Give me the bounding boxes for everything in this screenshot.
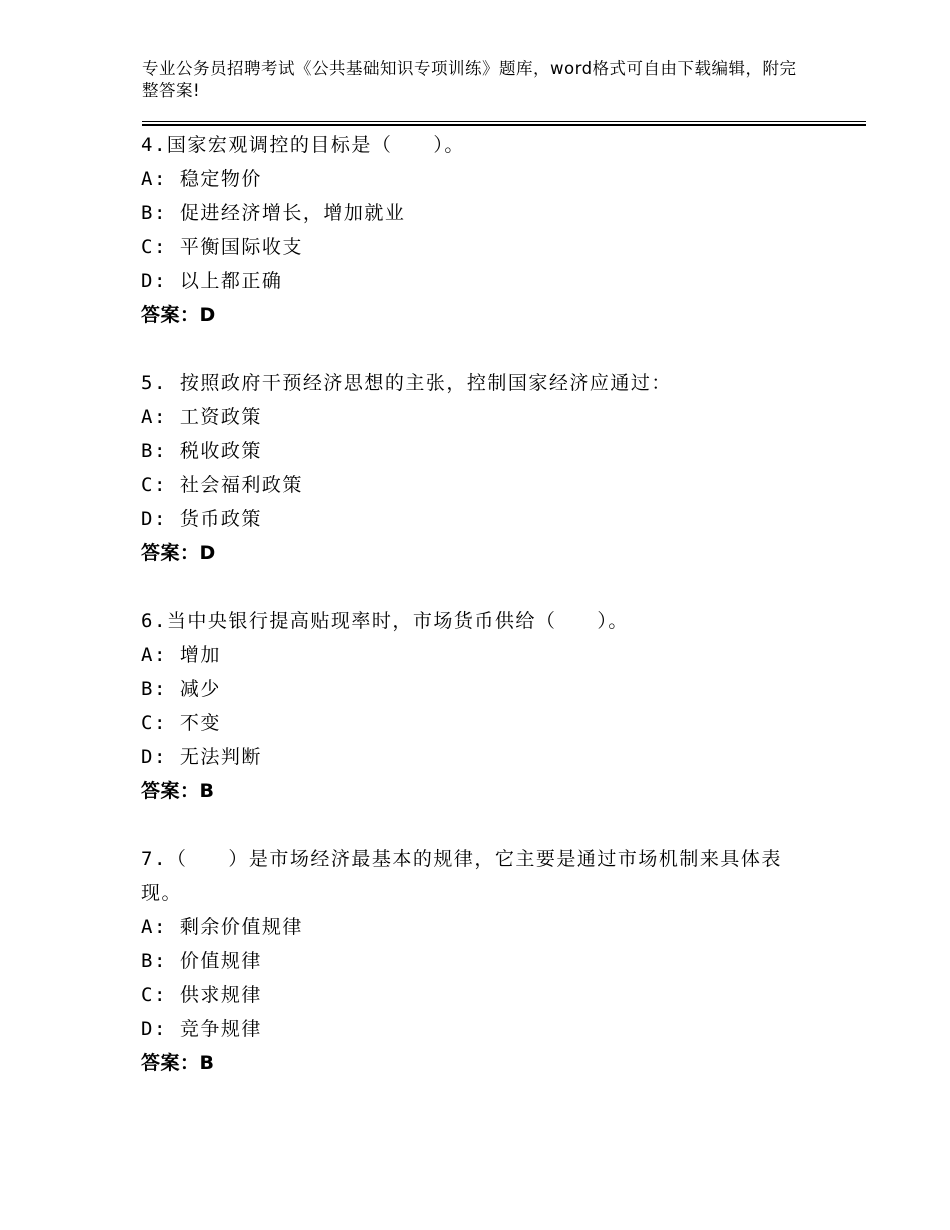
question-5 — [141, 366, 821, 570]
header-rule-thick — [142, 124, 866, 126]
option-d: D: 竞争规律 — [141, 1018, 262, 1040]
option-b: B: 价值规律 — [141, 950, 262, 972]
option-c: C: 供求规律 — [141, 984, 262, 1006]
option-a: A: 工资政策 — [141, 406, 262, 428]
question-list — [141, 128, 821, 1114]
option-d: D: 无法判断 — [141, 746, 262, 768]
answer-line: 答案：B — [141, 780, 215, 802]
question-stem: 5. 按照政府干预经济思想的主张，控制国家经济应通过： — [141, 372, 672, 394]
answer-line: 答案：D — [141, 304, 216, 326]
option-a: A: 增加 — [141, 644, 221, 666]
option-a: A: 剩余价值规律 — [141, 916, 303, 938]
option-c: C: 不变 — [141, 712, 221, 734]
question-6 — [141, 604, 821, 808]
question-7 — [141, 842, 821, 1080]
question-stem: 7.（ ）是市场经济最基本的规律，它主要是通过市场机制来具体表现。 — [141, 848, 782, 904]
question-stem: 6.当中央银行提高贴现率时，市场货币供给（ ）。 — [141, 610, 629, 632]
option-c: C: 社会福利政策 — [141, 474, 303, 496]
option-b: B: 减少 — [141, 678, 221, 700]
option-d: D: 货币政策 — [141, 508, 262, 530]
answer-line: 答案：D — [141, 542, 216, 564]
header-rule-thin — [142, 121, 866, 122]
option-b: B: 促进经济增长，增加就业 — [141, 202, 406, 224]
option-d: D: 以上都正确 — [141, 270, 283, 292]
question-stem: 4.国家宏观调控的目标是（ ）。 — [141, 134, 465, 156]
answer-line: 答案：B — [141, 1052, 215, 1074]
option-c: C: 平衡国际收支 — [141, 236, 303, 258]
question-4 — [141, 128, 821, 332]
document-header: 专业公务员招聘考试《公共基础知识专项训练》题库，word格式可自由下载编辑，附完整答案! — [142, 59, 797, 100]
option-b: B: 税收政策 — [141, 440, 262, 462]
option-a: A: 稳定物价 — [141, 168, 262, 190]
